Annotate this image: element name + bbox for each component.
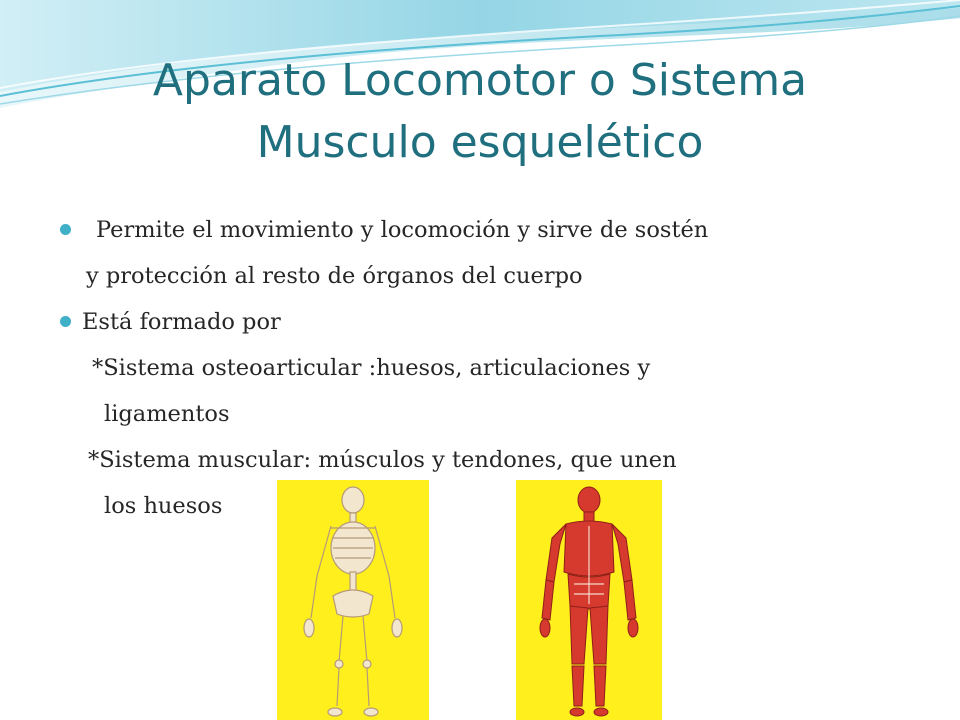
muscles-image <box>516 480 662 720</box>
bullet-text-4: *Sistema osteoarticular :huesos, articulaciones y <box>92 355 651 381</box>
bullet-item-1 <box>60 210 920 256</box>
bullet-text-3: Está formado por <box>82 309 281 335</box>
bullet-dot-icon <box>60 316 71 327</box>
bullet-dot-icon <box>60 224 71 235</box>
bullet-text-6: *Sistema muscular: músculos y tendones, que unen <box>88 447 677 473</box>
sub-item-2 <box>60 440 920 486</box>
bullet-text-7: los huesos <box>104 493 223 519</box>
title-line-2: Musculo esquelético <box>256 117 704 168</box>
bullet-text-1: Permite el movimiento y locomoción y sirve de sostén <box>96 217 709 243</box>
bullet-text-5: ligamentos <box>104 401 230 427</box>
sub-item-1 <box>60 348 920 394</box>
title-line-1: Aparato Locomotor o Sistema <box>152 55 808 106</box>
skeleton-icon <box>277 480 429 720</box>
slide-body <box>60 210 920 532</box>
bullet-text-2: y protección al resto de órganos del cuerpo <box>86 263 583 289</box>
slide-title <box>60 50 900 174</box>
skeleton-image <box>277 480 429 720</box>
bullet-item-2 <box>60 302 920 348</box>
bullet-continuation-1 <box>60 256 920 302</box>
sub-item-1-continuation <box>60 394 920 440</box>
sub-item-2-continuation <box>60 486 920 532</box>
muscles-icon <box>516 480 662 720</box>
